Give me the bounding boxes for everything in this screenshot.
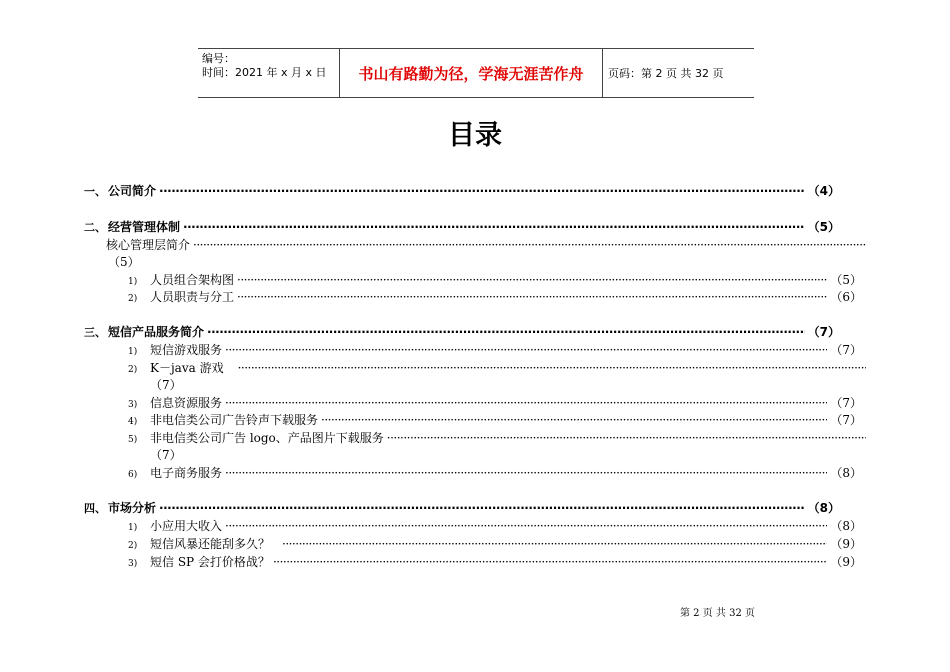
item-page: （8） xyxy=(830,466,862,480)
toc-section-2[interactable] xyxy=(84,219,840,236)
header-page-label: 页码：第 2 页 共 32 页 xyxy=(608,67,724,80)
item-label: K－java 游戏 xyxy=(150,361,224,375)
section-number: 三、 xyxy=(84,326,106,339)
leader-dots xyxy=(225,518,827,534)
leader-dots xyxy=(238,360,866,376)
section-label: 市场分析 xyxy=(108,501,157,515)
page-title: 目录 xyxy=(448,120,502,151)
leader-dots xyxy=(183,219,805,235)
item-label: 人员组合架构图 xyxy=(150,273,235,287)
leader-dots xyxy=(225,465,827,481)
leader-dots xyxy=(159,183,805,199)
section-page: （5） xyxy=(807,220,840,234)
section-page: （7） xyxy=(807,325,840,339)
toc-item[interactable] xyxy=(128,360,866,378)
leader-dots xyxy=(207,324,805,340)
section-label: 短信产品服务简介 xyxy=(108,325,205,339)
item-page: （7） xyxy=(150,448,182,462)
toc-item[interactable] xyxy=(128,289,862,307)
section-page: （4） xyxy=(807,184,840,198)
toc-item[interactable] xyxy=(128,430,866,448)
time-label: 时间：2021 年 x 月 x 日 xyxy=(202,66,327,79)
item-number: 1) xyxy=(128,523,138,533)
item-label: 小应用大收入 xyxy=(150,519,223,533)
header-info xyxy=(198,49,338,97)
toc-section-3[interactable] xyxy=(84,324,840,341)
section-number: 二、 xyxy=(84,221,106,234)
item-page: （7） xyxy=(830,413,862,427)
leader-dots xyxy=(237,289,827,305)
leader-dots xyxy=(387,430,866,446)
item-number: 6) xyxy=(128,470,138,480)
toc-subsection-core-management[interactable] xyxy=(106,237,866,253)
item-page: （6） xyxy=(830,290,862,304)
item-number: 2) xyxy=(128,294,138,304)
leader-dots xyxy=(225,342,827,358)
section-label: 经营管理体制 xyxy=(108,220,181,234)
leader-dots xyxy=(321,412,827,428)
serial-label: 编号： xyxy=(202,52,235,65)
document-header xyxy=(198,48,754,98)
toc-item[interactable] xyxy=(128,342,862,360)
item-label: 短信风暴还能刮多久？ xyxy=(150,537,271,551)
page-footer: 第 2 页 共 32 页 xyxy=(680,608,755,619)
item-label: 非电信类公司广告 logo、产品图片下载服务 xyxy=(150,431,384,445)
leader-dots xyxy=(282,536,827,552)
toc-item[interactable] xyxy=(128,554,862,572)
item-page: （7） xyxy=(830,396,862,410)
item-page: （9） xyxy=(830,555,862,569)
toc-item[interactable] xyxy=(128,465,862,483)
item-label: 非电信类公司广告铃声下载服务 xyxy=(150,413,319,427)
item-page: （7） xyxy=(830,343,862,357)
leader-dots xyxy=(225,395,827,411)
item-label: 人员职责与分工 xyxy=(150,290,235,304)
toc-item[interactable] xyxy=(128,395,862,413)
item-page: （9） xyxy=(830,537,862,551)
item-number: 1) xyxy=(128,347,138,357)
item-label: 电子商务服务 xyxy=(150,466,223,480)
toc-item[interactable] xyxy=(128,536,862,554)
leader-dots xyxy=(273,554,827,570)
subsection-label: 核心管理层简介 xyxy=(106,238,191,252)
item-page: （7） xyxy=(150,378,182,392)
section-number: 四、 xyxy=(84,502,106,515)
toc-item[interactable] xyxy=(128,272,862,290)
toc-item[interactable] xyxy=(128,518,862,536)
header-motto: 书山有路勤为径，学海无涯苦作舟 xyxy=(339,49,603,97)
toc-section-4[interactable] xyxy=(84,500,840,517)
subsection-page: （5） xyxy=(108,255,140,269)
item-label: 信息资源服务 xyxy=(150,396,223,410)
leader-dots xyxy=(237,272,827,288)
item-number: 2) xyxy=(128,365,138,375)
item-number: 4) xyxy=(128,417,138,427)
toc-section-1[interactable] xyxy=(84,183,840,200)
section-number: 一、 xyxy=(84,185,106,198)
item-number: 3) xyxy=(128,400,138,410)
item-page: （8） xyxy=(830,519,862,533)
item-number: 1) xyxy=(128,277,138,287)
item-page: （5） xyxy=(830,273,862,287)
leader-dots xyxy=(159,500,805,516)
item-label: 短信游戏服务 xyxy=(150,343,223,357)
item-number: 5) xyxy=(128,435,138,445)
section-label: 公司简介 xyxy=(108,184,157,198)
item-number: 2) xyxy=(128,541,138,551)
section-page: （8） xyxy=(807,501,840,515)
toc-item[interactable] xyxy=(128,412,862,430)
leader-dots xyxy=(193,237,866,253)
item-number: 3) xyxy=(128,559,138,569)
item-label: 短信 SP 会打价格战？ xyxy=(150,555,270,569)
